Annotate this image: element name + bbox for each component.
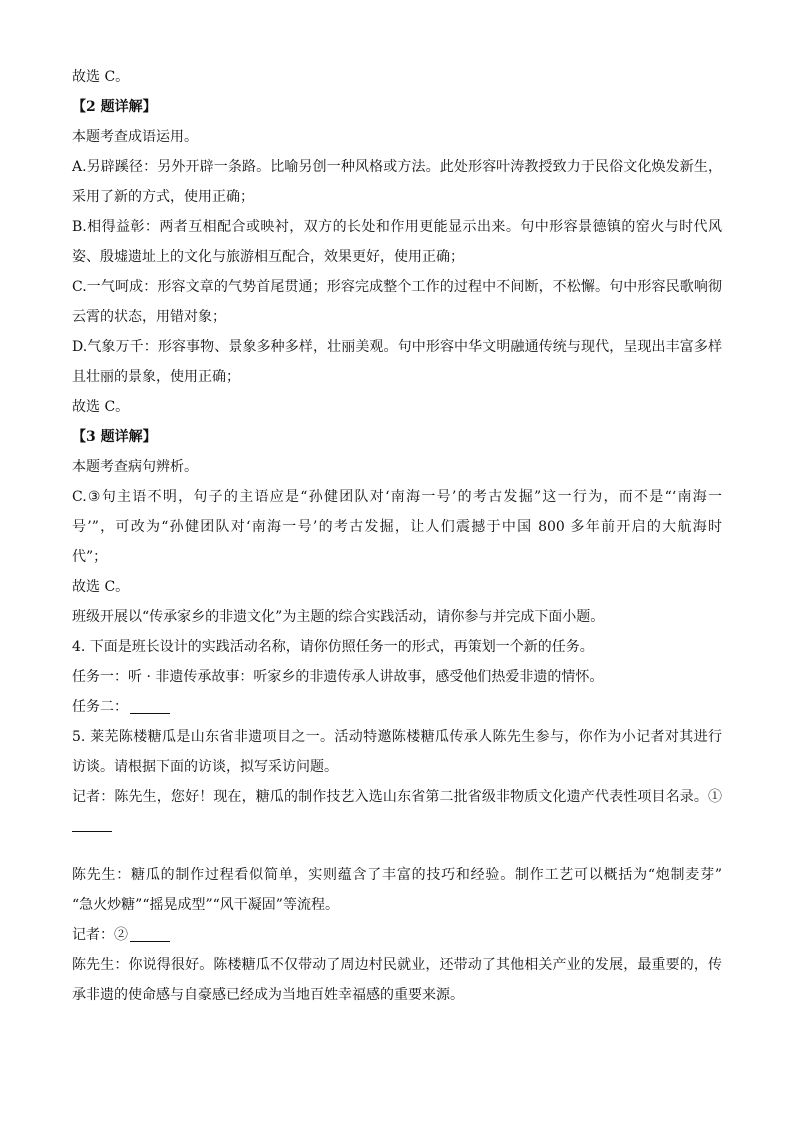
question-5-line2: 访谈。请根据下面的访谈，拟写采访问题。 [72,759,338,775]
q3-intro: 本题考查病句辨析。 [72,459,198,475]
mr-chen-line-2b: 承非遗的使命感与自豪感已经成为当地百姓幸福感的重要来源。 [72,987,464,1003]
reporter-line-1: 记者：陈先生，您好！现在，糖瓜的制作技艺入选山东省第二批省级非物质文化遗产代表性项目名录。① [72,789,722,805]
task-one: 任务一：听 · 非遗传承故事：听家乡的非遗传承人讲故事，感受他们热爱非遗的情怀。 [72,669,604,685]
q2-option-a-line2: 采用了新的方式，使用正确； [72,189,254,205]
mr-chen-line-2a: 陈先生：你说得很好。陈楼糖瓜不仅带动了周边村民就业，还带动了其他相关产业的发展，最重要的，传 [72,957,722,973]
q2-option-b-line2: 姿、殷墟遗址上的文化与旅游相互配合，效果更好，使用正确； [72,249,464,265]
answer-line-3: 故选 C。 [72,579,130,595]
q2-option-d-line2: 且壮丽的景象，使用正确； [72,369,240,385]
reporter-line-2: 记者：② [72,927,128,943]
answer-blank-2 [130,940,170,942]
q2-option-a-line1: A.另辟蹊径：另外开辟一条路。比喻另创一种风格或方法。此处形容叶涛教授致力于民俗文化焕发新生， [72,159,722,175]
question-5-line1: 5. 莱芜陈楼糖瓜是山东省非遗项目之一。活动特邀陈楼糖瓜传承人陈先生参与，你作为小记者对其进行 [72,729,722,745]
q2-option-d-line1: D.气象万千：形容事物、景象多种多样，壮丽美观。句中形容中华文明融通传统与现代，呈现出丰富多样 [72,339,722,355]
blank-1-row [72,830,722,860]
task-two-row [72,692,722,722]
answer-line-1: 故选 C。 [72,69,130,85]
q3-explain-line1: C.③句主语不明，句子的主语应是“孙健团队对‘南海一号’的考古发掘”这一行为，而不是“‘南海一 [72,489,722,505]
task-two-blank [130,712,170,714]
q2-intro: 本题考查成语运用。 [72,129,198,145]
activity-intro: 班级开展以“传承家乡的非遗文化”为主题的综合实践活动，请你参与并完成下面小题。 [72,609,605,625]
document-page [72,62,722,1010]
question-4: 4. 下面是班长设计的实践活动名称，请你仿照任务一的形式，再策划一个新的任务。 [72,639,594,655]
q3-explain-line3: 代”； [72,549,108,565]
answer-blank-1 [72,830,112,832]
task-two-label: 任务二： [72,699,128,715]
answer-line-2: 故选 C。 [72,399,130,415]
section-heading-q3: 【3 题详解】 [72,429,157,445]
section-heading-q2: 【2 题详解】 [72,99,157,115]
q2-option-c-line2: 云霄的状态，用错对象； [72,309,226,325]
q3-explain-line2: 号’”，可改为“孙健团队对‘南海一号’的考古发掘，让人们震撼于中国 800 多年前开启的大航海时 [72,519,722,535]
q2-option-b-line1: B.相得益彰：两者互相配合或映衬，双方的长处和作用更能显示出来。句中形容景德镇的窑火与时代风 [72,219,722,235]
q2-option-c-line1: C.一气呵成：形容文章的气势首尾贯通；形容完成整个工作的过程中不间断，不松懈。句中形容民歌响彻 [72,279,722,295]
mr-chen-line-1b: “急火炒糖”“摇晃成型”“风干凝固”等流程。 [72,897,339,913]
reporter-line-2-row [72,920,722,950]
mr-chen-line-1a: 陈先生：糖瓜的制作过程看似简单，实则蕴含了丰富的技巧和经验。制作工艺可以概括为“炮制麦芽” [72,867,722,883]
